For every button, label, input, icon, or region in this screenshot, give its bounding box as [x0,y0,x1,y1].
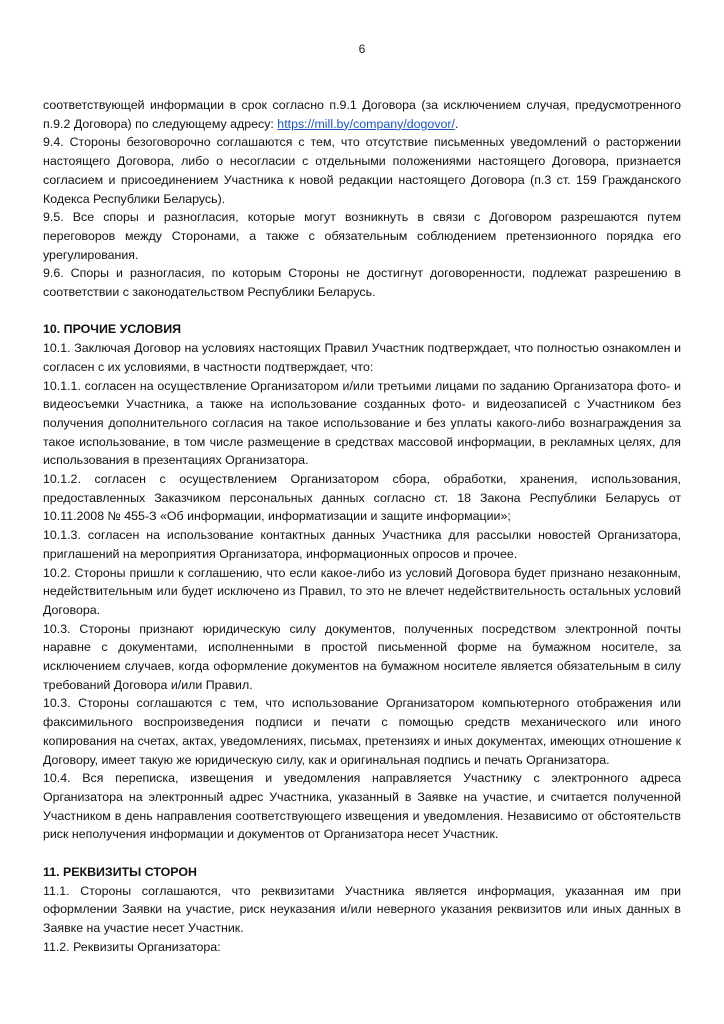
paragraph-10-1-2: 10.1.2. согласен с осуществлением Организатором сбора, обработки, хранения, использования, предоставленных Заказчиком персональных данных согласно ст. 18 Закона Республики Беларусь от 10.11.2008 № 455-З «Об информации, информатизации и защите информации»; [43,472,681,524]
paragraph-9-4: 9.4. Стороны безоговорочно соглашаются с тем, что отсутствие письменных уведомлений о расторжении настоящего Договора, либо о несогласии с отдельными положениями настоящего Договора, признается согласием и присоединением Участника к новой редакции настоящего Договора (п.3 ст. 159 Гражданского Кодекса Республики Беларусь). [43,135,681,206]
paragraph-9-5: 9.5. Все споры и разногласия, которые могут возникнуть в связи с Договором разрешаются путем переговоров между Сторонами, а также с обязательным соблюдением претензионного порядка его урегулирования. [43,210,681,262]
agreement-link[interactable]: https://mill.by/company/dogovor/ [277,116,455,131]
section-spacer [43,302,681,321]
paragraph-10-4: 10.4. Вся переписка, извещения и уведомления направляется Участнику с электронного адреса Организатора на электронный адрес Участника, указанный в Заявке на участие, и считается полученной Участником в день направления соответствующего извещения и уведомления. Независимо от обстоятельств риск неполучения информации и документов от Организатора несет Участник. [43,771,681,842]
paragraph-9-6: 9.6. Споры и разногласия, по которым Стороны не достигнут договоренности, подлежат разрешению в соответствии с законодательством Республики Беларусь. [43,266,681,300]
page-number: 6 [358,42,366,56]
section-10-heading: 10. ПРОЧИЕ УСЛОВИЯ [43,322,182,337]
paragraph-10-2: 10.2. Стороны пришли к соглашению, что если какое-либо из условий Договора будет признано незаконным, недействительным или будет исключено из Правил, то это не влечет недействительность остальных условий Договора. [43,565,681,617]
paragraph-11-1: 11.1. Стороны соглашаются, что реквизитами Участника является информация, указанная им при оформлении Заявки на участие, риск неуказания и/или неверного указания реквизитов или иных данных в Заявке на участие несет Участник. [43,883,681,935]
paragraph-10-3-b: 10.3. Стороны соглашаются с тем, что использование Организатором компьютерного отображения или факсимильного воспроизведения подписи и печати с помощью средств механического или иного копирования на счетах, актах, уведомлениях, письмах, претензиях и иных документах, имеющих отношение к Договору, имеет такую же юридическую силу, как и оригинальная подпись и печать Организатора. [43,696,681,767]
paragraph-text: соответствующей информации в срок согласно п.9.1 Договора (за исключением случая, предусмотренного п.9.2 Договора) по следующему адресу: [43,98,681,131]
section-spacer [43,844,681,863]
paragraph-10-1-3: 10.1.3. согласен на использование контактных данных Участника для рассылки новостей Организатора, приглашений на мероприятия Организатора, информационных опросов и прочее. [43,528,681,561]
paragraph-10-3-a: 10.3. Стороны признают юридическую силу документов, полученных посредством электронной почты наравне с документами, исполненными в простой письменной форме на бумажном носителе, за исключением случаев, когда оформление документов на бумажном носителе является обязательным в силу требований Договора и/или Правил. [43,621,681,692]
paragraph-9-3-continuation [43,96,681,133]
paragraph-text-end: . [454,116,459,131]
paragraph-10-1: 10.1. Заключая Договор на условиях настоящих Правил Участник подтверждает, что полностью ознакомлен и согласен с их условиями, в частности подтверждает, что: [43,341,681,374]
paragraph-11-2: 11.2. Реквизиты Организатора: [43,939,221,954]
document-body [43,96,681,956]
section-11-heading: 11. РЕКВИЗИТЫ СТОРОН [43,864,197,879]
paragraph-10-1-1: 10.1.1. согласен на осуществление Организатором и/или третьими лицами по заданию Организатора фото- и видеосъемки Участника, а также на использование созданных фото- и видеозаписей с Участником без получения дополнительного согласия на такое использование и без уплаты какого-либо вознаграждения за такое использование, в том числе размещение в средствах массовой информации, в рекламных целях, для использования в презентациях Организатора. [43,378,681,468]
